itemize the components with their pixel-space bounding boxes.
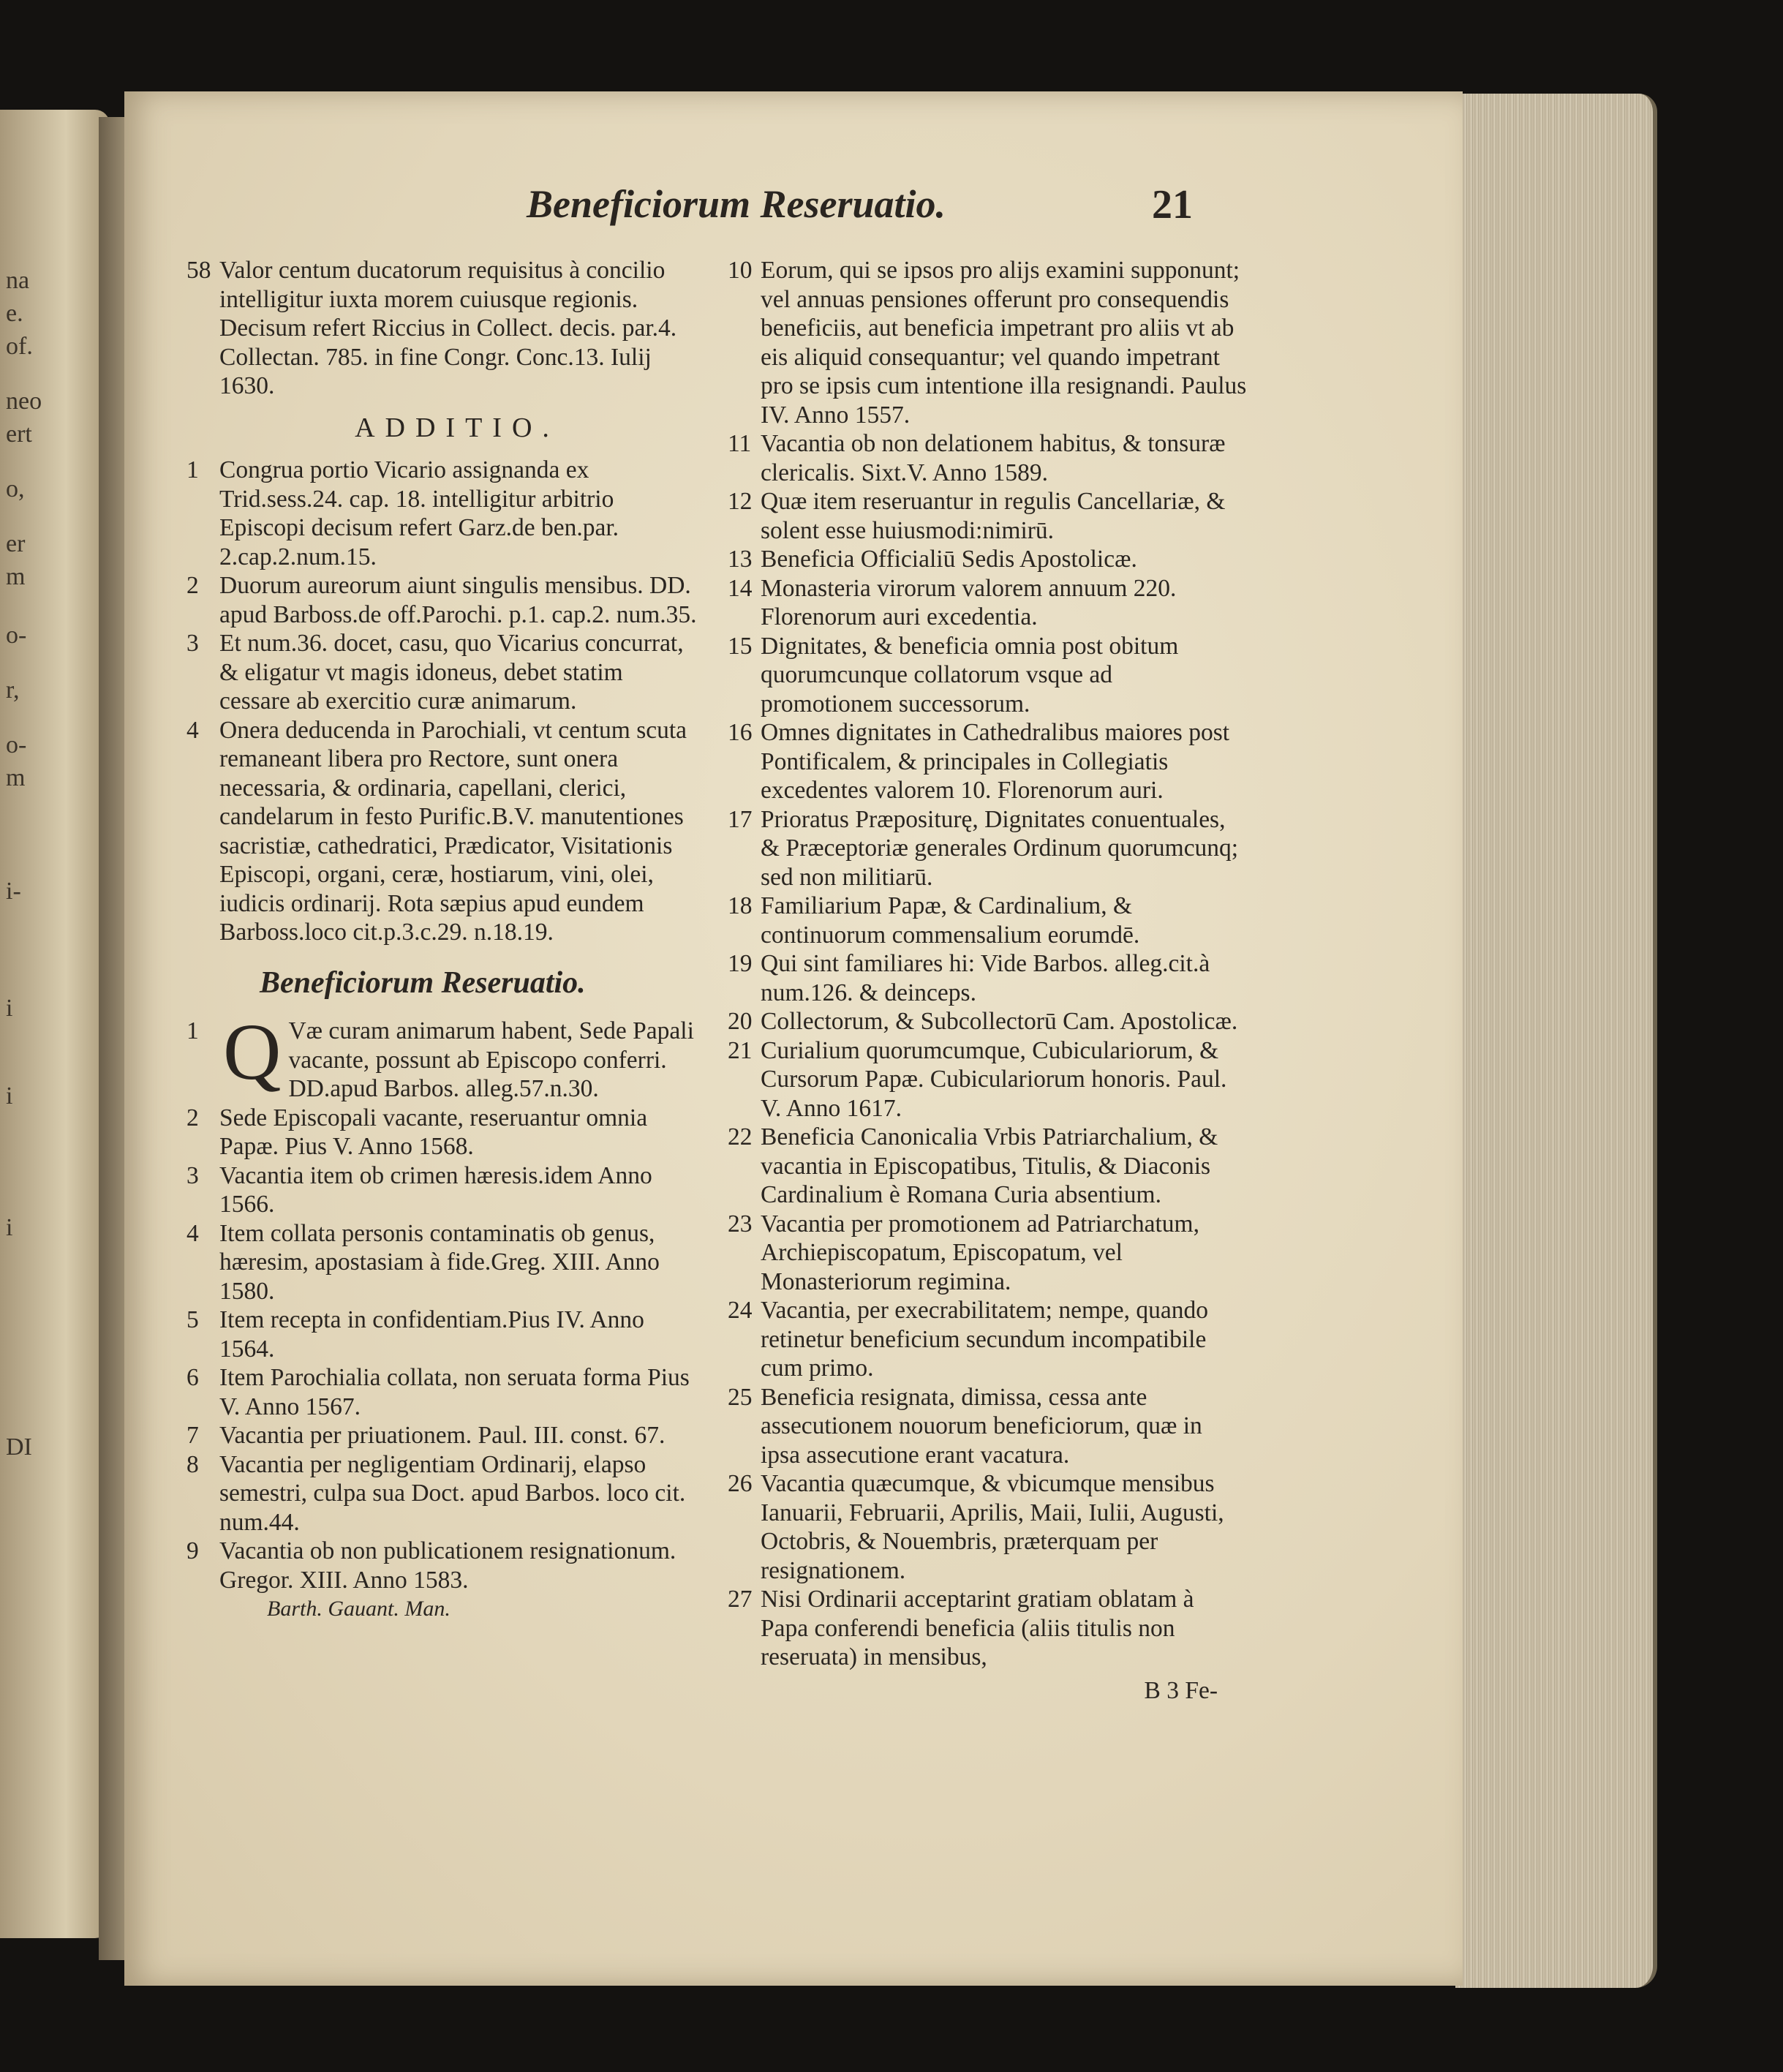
entry-text: Prioratus Præpositurę, Dignitates conuentuales, & Præceptoriæ generales Ordinum quorumcunq; sed non militiarū. — [761, 805, 1239, 891]
margin-fragment: o- — [6, 622, 27, 649]
entry-number: 1 — [186, 1017, 199, 1044]
entry — [728, 949, 1247, 1007]
entry-text: Omnes dignitates in Cathedralibus maiores post Pontificalem, & principales in Collegiatis excedentes valorem 10. Florenorum auri. — [761, 719, 1230, 804]
entry-text: Vacantia, per execrabilitatem; nempe, quando retinetur beneficium secundum incompatibile cum primo. — [761, 1297, 1209, 1382]
entry — [728, 1383, 1247, 1470]
left-column — [186, 256, 698, 1624]
signature-mark: B 3 Fe- — [1144, 1676, 1218, 1704]
entry-text: Beneficia Officialiū Sedis Apostolicæ. — [761, 546, 1137, 573]
entry — [186, 1421, 698, 1450]
entry-text: Vacantia quæcumque, & vbicumque mensibus Ianuarii, Februarii, Aprilis, Maii, Iulii, Augusti, Octobris, & Nouembris, præterquam per resignationem. — [761, 1470, 1224, 1584]
entry — [186, 456, 698, 571]
entry-text: Collectorum, & Subcollectorū Cam. Apostolicæ. — [761, 1008, 1238, 1035]
margin-fragment: m — [6, 563, 26, 590]
entry-number: 23 — [728, 1210, 753, 1237]
entry-text: Vacantia ob non delationem habitus, & tonsuræ clericalis. Sixt.V. Anno 1589. — [761, 430, 1226, 486]
entry-number: 1 — [186, 456, 199, 483]
entry-number: 9 — [186, 1537, 199, 1564]
entry — [728, 429, 1247, 487]
entry-number: 24 — [728, 1297, 753, 1324]
margin-fragment: na — [6, 267, 30, 294]
entry-text: Vacantia per priuationem. Paul. III. const. 67. — [219, 1422, 666, 1449]
entry — [186, 1450, 698, 1537]
entry-number: 18 — [728, 892, 753, 919]
entry-text: Item Parochialia collata, non seruata forma Pius V. Anno 1567. — [219, 1364, 690, 1420]
margin-fragment: er — [6, 530, 26, 557]
entry-text: Onera deducenda in Parochiali, vt centum scuta remaneant libera pro Rectore, sunt onera necessaria, & ordinaria, capellani, clerici, candelarum in festo Purific.B.V. manutentiones sacristiæ, cathedratici, Prædicator, Visitationis Episcopi, organi, ceræ, hostiarum, vini, olei, iudicis ordinarij. Rota sæpius apud eundem Barboss.loco cit.p.3.c.29. n.18.19. — [219, 716, 687, 946]
entry-text: Qui sint familiares hi: Vide Barbos. alleg.cit.à num.126. & deinceps. — [761, 950, 1210, 1006]
entry-number: 27 — [728, 1586, 753, 1613]
entry — [186, 1363, 698, 1421]
entry — [186, 1537, 698, 1594]
entry-number: 2 — [186, 572, 199, 599]
entry — [728, 632, 1247, 719]
lead-entry — [186, 1007, 698, 1104]
entry-number: 15 — [728, 632, 753, 660]
entry — [728, 574, 1247, 632]
entry — [728, 1123, 1247, 1210]
page-header — [0, 176, 1783, 234]
entry — [728, 1296, 1247, 1383]
section-title: Beneficiorum Reseruatio. — [260, 965, 586, 1000]
margin-fragment: i- — [6, 878, 21, 905]
entry-text: Item collata personis contaminatis ob genus, hæresim, apostasiam à fide.Greg. XIII. Anno 1580. — [219, 1219, 660, 1305]
entry-number: 7 — [186, 1422, 199, 1449]
entry — [728, 1469, 1247, 1585]
entry-text: Dignitates, & beneficia omnia post obitum quorumcunque collatorum vsque ad promotionem successorum. — [761, 632, 1179, 717]
entry-number: 22 — [728, 1123, 753, 1150]
entry-text: Familiarium Papæ, & Cardinalium, & continuorum commensalium eorumdē. — [761, 892, 1140, 949]
entry-text: Quæ item reseruantur in regulis Cancellariæ, & solent esse huiusmodi:nimirū. — [761, 488, 1226, 544]
entry — [728, 718, 1247, 805]
entry — [186, 716, 698, 947]
entry-text: Eorum, qui se ipsos pro alijs examini supponunt; vel annuas pensiones offerunt pro consequendis beneficiis, aut beneficia impetrant pro aliis vt ab eis aliquid consequantur; vel quando impetrant pro se ipsis cum intentione illa resignandi. Paulus IV. Anno 1557. — [761, 257, 1247, 429]
entry — [728, 805, 1247, 892]
entry — [186, 1104, 698, 1161]
margin-fragment: r, — [6, 677, 20, 704]
margin-fragment: of. — [6, 333, 33, 360]
entry-number: 16 — [728, 719, 753, 746]
entry-text: Vacantia ob non publicationem resignationum. Gregor. XIII. Anno 1583. — [219, 1537, 676, 1594]
entry — [728, 1036, 1247, 1123]
margin-fragment: i — [6, 995, 13, 1022]
entry-number: 3 — [186, 1161, 199, 1189]
margin-fragment: o, — [6, 475, 25, 502]
entry-text: Et num.36. docet, casu, quo Vicarius concurrat, & eligatur vt magis idoneus, debet statim cessare ab exercitio curæ animarum. — [219, 630, 684, 715]
margin-fragment: o- — [6, 731, 27, 758]
entry-number: 10 — [728, 257, 753, 284]
entry — [186, 571, 698, 629]
entry — [728, 256, 1247, 429]
entry-number: 6 — [186, 1364, 199, 1391]
entry-text: Nisi Ordinarii acceptarint gratiam oblatam à Papa conferendi beneficia (aliis titulis non reseruata) in mensibus, — [761, 1586, 1194, 1670]
entry-text: Beneficia resignata, dimissa, cessa ante assecutionem nouorum beneficiorum, quæ in ipsa assecutione erant vacatura. — [761, 1383, 1202, 1469]
entry-number: 12 — [728, 488, 753, 515]
margin-fragment: i — [6, 1082, 13, 1110]
margin-fragment: m — [6, 764, 26, 791]
entry-number: 14 — [728, 574, 753, 602]
entry-number: 25 — [728, 1383, 753, 1411]
entry-text: Vacantia per negligentiam Ordinarij, elapso semestri, culpa sua Doct. apud Barbos. loco cit. num.44. — [219, 1450, 686, 1536]
entry-text: Vacantia item ob crimen hæresis.idem Anno 1566. — [219, 1161, 652, 1218]
catchword: Barth. Gauant. Man. — [267, 1597, 451, 1621]
entry-number: 26 — [728, 1470, 753, 1497]
entry — [728, 1585, 1247, 1672]
entry-text: Væ curam animarum habent, Sede Papali vacante, possunt ab Episcopo conferri. DD.apud Barbos. alleg.57.n.30. — [288, 1017, 694, 1102]
entry-number: 21 — [728, 1036, 753, 1064]
facing-page-edge — [0, 110, 110, 1938]
margin-fragment: DI — [6, 1434, 32, 1461]
entry — [186, 629, 698, 716]
entry-number: 2 — [186, 1104, 199, 1131]
entry-number: 17 — [728, 805, 753, 833]
entry-number: 5 — [186, 1306, 199, 1333]
entry-number: 8 — [186, 1450, 199, 1478]
entry — [186, 1219, 698, 1306]
drop-initial: Q — [223, 1007, 282, 1096]
entry — [728, 1007, 1247, 1036]
entry-number: 58 — [186, 257, 211, 284]
page-number: 21 — [1152, 182, 1193, 227]
entry — [186, 1306, 698, 1363]
entry — [728, 1210, 1247, 1297]
entry — [728, 545, 1247, 574]
margin-fragment: e. — [6, 300, 23, 327]
running-title: Beneficiorum Reseruatio. — [527, 182, 946, 226]
right-column — [728, 256, 1247, 1705]
entry — [728, 487, 1247, 545]
entry-number: 11 — [728, 430, 752, 457]
entry-number: 4 — [186, 716, 199, 744]
entry — [186, 1161, 698, 1219]
entry-number: 20 — [728, 1008, 753, 1035]
entry — [186, 256, 698, 401]
entry-text: Vacantia per promotionem ad Patriarchatum, Archiepiscopatum, Episcopatum, vel Monasteriorum regimina. — [761, 1210, 1199, 1295]
entry-text: Beneficia Canonicalia Vrbis Patriarchalium, & vacantia in Episcopatibus, Titulis, & Diaconis Cardinalium è Romana Curia absentium. — [761, 1123, 1218, 1208]
entry-text: Curialium quorumcumque, Cubiculariorum, & Cursorum Papæ. Cubiculariorum honoris. Paul. V. Anno 1617. — [761, 1036, 1227, 1122]
entry-text: Monasteria virorum valorem annuum 220. Florenorum auri excedentia. — [761, 574, 1177, 630]
entry-text: Item recepta in confidentiam.Pius IV. Anno 1564. — [219, 1306, 644, 1363]
entry-number: 19 — [728, 950, 753, 977]
entry-number: 4 — [186, 1219, 199, 1247]
page-block-edge — [1455, 94, 1657, 1988]
entry-text: Sede Episcopali vacante, reseruantur omnia Papæ. Pius V. Anno 1568. — [219, 1104, 648, 1160]
additio-heading: ADDITIO. — [355, 412, 559, 443]
margin-fragment: i — [6, 1214, 13, 1241]
entry — [728, 892, 1247, 949]
margin-fragment: neo — [6, 388, 42, 415]
entry-text: Congrua portio Vicario assignanda ex Trid.sess.24. cap. 18. intelligitur arbitrio Episcopi decisum refert Garz.de ben.par. 2.cap.2.num.15. — [219, 456, 619, 570]
entry-number: 13 — [728, 546, 753, 573]
entry-text: Duorum aureorum aiunt singulis mensibus. DD. apud Barboss.de off.Parochi. p.1. cap.2. num.35. — [219, 572, 697, 628]
entry-number: 3 — [186, 630, 199, 657]
margin-fragment: ert — [6, 421, 32, 448]
entry-text: Valor centum ducatorum requisitus à concilio intelligitur iuxta morem cuiusque regionis. Decisum refert Riccius in Collect. decis. par.4. Collectan. 785. in fine Congr. Conc.13. Iulij 1630. — [219, 257, 677, 399]
